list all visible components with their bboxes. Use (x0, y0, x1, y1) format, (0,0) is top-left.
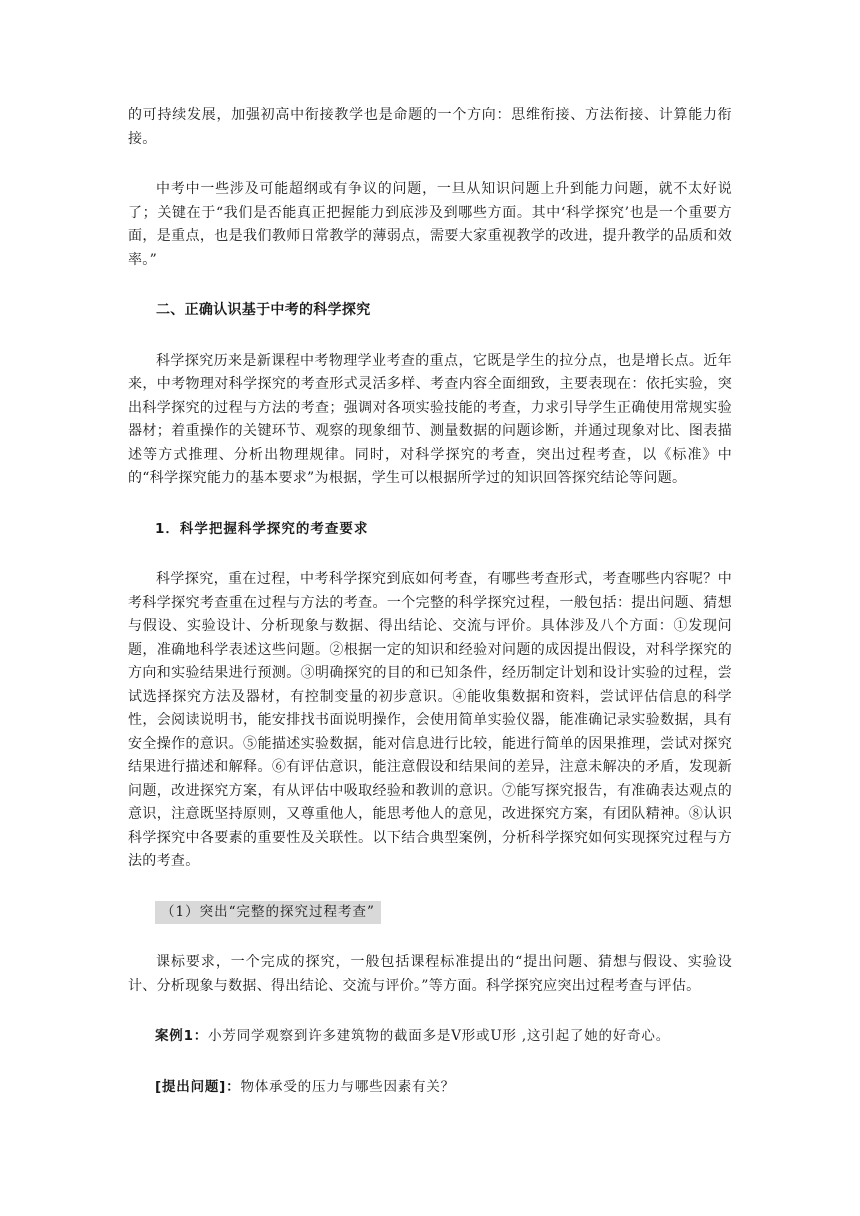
paragraph-exam-issues: 中考中一些涉及可能超纲或有争议的问题，一旦从知识问题上升到能力问题，就不太好说了；关键在于“我们是否能真正把握能力到底涉及到哪些方面。其中‘科学探究’也是一个重要方面，是重点，也是我们教师日常教学的薄弱点，需要大家重视教学的改进，提升教学的品质和效率。” (128, 181, 732, 268)
paragraph-continuation: 的可持续发展，加强初高中衔接教学也是命题的一个方向：思维衔接、方法衔接、计算能力衔接。 (128, 107, 732, 147)
highlight-heading-row (128, 901, 732, 925)
question-line (128, 1076, 732, 1100)
subsection-heading-1: 1．科学把握科学探究的考查要求 (155, 520, 369, 537)
case-1-text: 小芳同学观察到许多建筑物的截面多是V形或U形 ,这引起了她的好奇心。 (208, 1028, 671, 1044)
highlight-heading: （1）突出“完整的探究过程考查” (155, 901, 381, 925)
question-label: [提出问题]： (155, 1078, 241, 1095)
paragraph-inquiry-requirements: 科学探究，重在过程，中考科学探究到底如何考查，有哪些考查形式，考查哪些内容呢？中考科学探究考查重在过程与方法的考查。一个完整的科学探究过程，一般包括：提出问题、猜想与假设、实验设计、分析现象与数据、得出结论、交流与评价。具体涉及八个方面：①发现问题，准确地科学表述这些问题。②根据一定的知识和经验对问题的成因提出假设，对科学探究的方向和实验结果进行预测。③明确探究的目的和已知条件，经历制定计划和设计实验的过程，尝试选择探究方法及器材，有控制变量的初步意识。④能收集数据和资料，尝试评估信息的科学性，会阅读说明书，能安排找书面说明操作，会使用简单实验仪器，能准确记录实验数据，具有安全操作的意识。⑤能描述实验数据，能对信息进行比较，能进行简单的因果推理，尝试对探究结果进行描述和解释。⑥有评估意识，能注意假设和结果间的差异，注意未解决的矛盾，发现新问题，改进探究方案，有从评估中吸取经验和教训的意识。⑦能写探究报告，有准确表达观点的意识，注意既坚持原则，又尊重他人，能思考他人的意见，改进探究方案，有团队精神。⑧认识科学探究中各要素的重要性及关联性。以下结合典型案例，分析科学探究如何实现探究过程与方法的考查。 (128, 571, 732, 869)
question-text: 物体承受的压力与哪些因素有关？ (240, 1078, 455, 1095)
document-page (128, 104, 732, 1099)
paragraph-curriculum: 课标要求，一个完成的探究，一般包括课程标准提出的“提出问题、猜想与假设、实验设计、分析现象与数据、得出结论、交流与评价。”等方面。科学探究应突出过程考查与评估。 (128, 954, 732, 994)
paragraph-science-inquiry: 科学探究历来是新课程中考物理学业考查的重点，它既是学生的拉分点，也是增长点。近年来，中考物理对科学探究的考查形式灵活多样、考查内容全面细致，主要表现在：依托实验，突出科学探究的过程与方法的考查；强调对各项实验技能的考查，力求引导学生正确使用常规实验器材；着重操作的关键环节、观察的现象细节、测量数据的问题诊断，并通过现象对比、图表描述等方式推理、分析出物理规律。同时，对科学探究的考查，突出过程考查，以《标准》中的“科学探究能力的基本要求”为根据，学生可以根据所学过的知识回答探究结论等问题。 (128, 352, 732, 486)
case-1-line (128, 1025, 732, 1049)
section-heading-2: 二、正确认识基于中考的科学探究 (156, 302, 371, 318)
case-1-label: 案例1： (155, 1028, 209, 1044)
